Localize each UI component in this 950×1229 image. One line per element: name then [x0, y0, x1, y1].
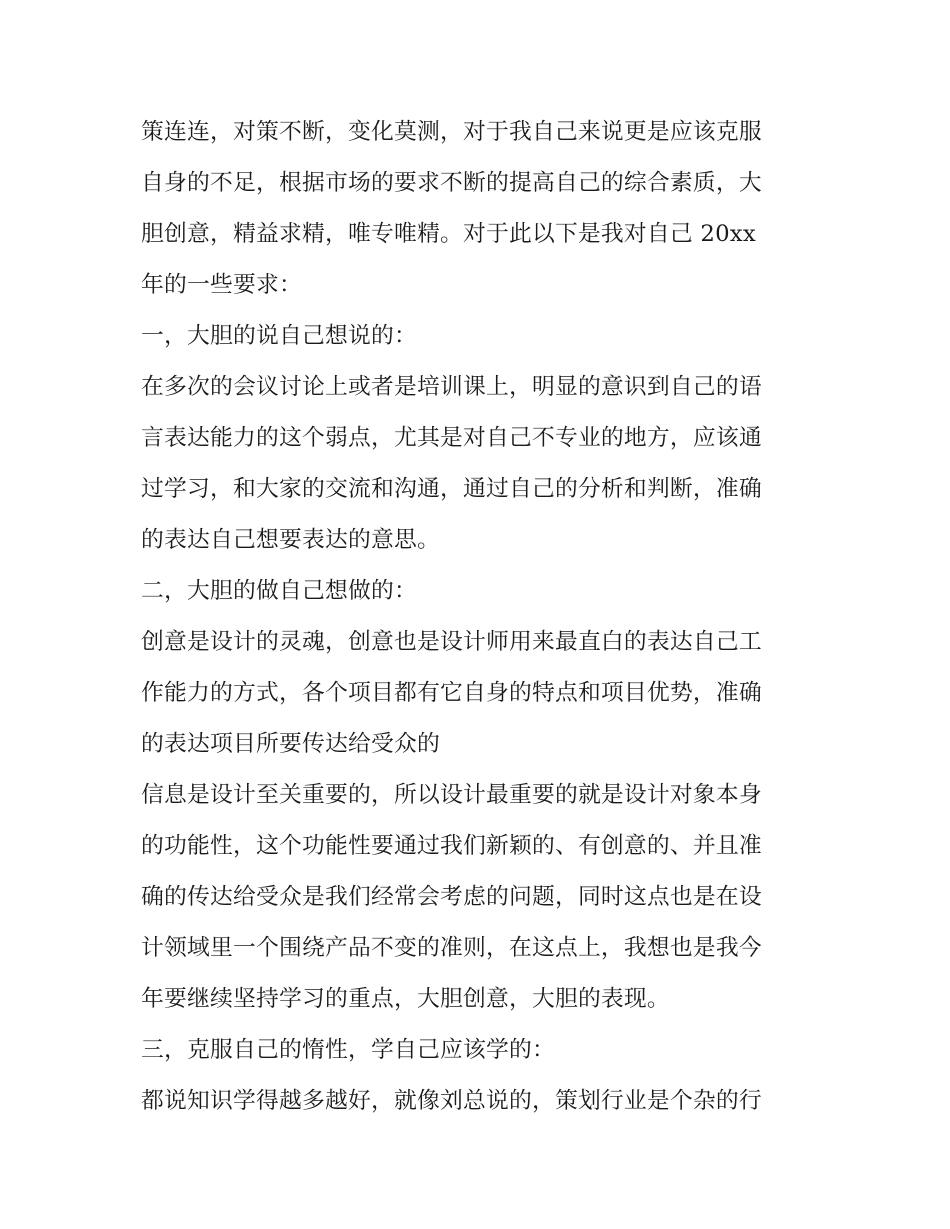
document-body: [141, 107, 821, 1127]
text-line: 信息是设计至关重要的，所以设计最重要的就是设计对象本身: [141, 782, 762, 808]
text-line: 过学习，和大家的交流和沟通，通过自己的分析和判断，准确: [141, 476, 762, 502]
text-line: 策连连，对策不断，变化莫测，对于我自己来说更是应该克服: [141, 119, 762, 145]
text-line: 创意是设计的灵魂，创意也是设计师用来最直白的表达自己工: [141, 629, 762, 655]
text-line: 胆创意，精益求精，唯专唯精。对于此以下是我对自己 20xx: [141, 221, 756, 247]
text-line: 的表达自己想要表达的意思。: [141, 527, 440, 553]
text-line: 年的一些要求：: [141, 272, 302, 298]
text-line: 自身的不足，根据市场的要求不断的提高自己的综合素质，大: [141, 170, 762, 196]
text-line: 在多次的会议讨论上或者是培训课上，明显的意识到自己的语: [141, 374, 762, 400]
text-line: 都说知识学得越多越好，就像刘总说的，策划行业是个杂的行: [141, 1088, 762, 1114]
text-line: 的功能性，这个功能性要通过我们新颖的、有创意的、并且准: [141, 833, 762, 859]
text-line: 确的传达给受众是我们经常会考虑的问题，同时这点也是在设: [141, 884, 762, 910]
text-line: 言表达能力的这个弱点，尤其是对自己不专业的地方，应该通: [141, 425, 762, 451]
text-line: 年要继续坚持学习的重点，大胆创意，大胆的表现。: [141, 986, 670, 1012]
text-line: 的表达项目所要传达给受众的: [141, 731, 440, 757]
text-line: 计领域里一个围绕产品不变的准则，在这点上，我想也是我今: [141, 935, 762, 961]
section-heading: 一，大胆的说自己想说的：: [141, 323, 417, 349]
section-heading: 三，克服自己的惰性，学自己应该学的：: [141, 1037, 555, 1063]
text-line: 作能力的方式，各个项目都有它自身的特点和项目优势，准确: [141, 680, 762, 706]
section-heading: 二，大胆的做自己想做的：: [141, 578, 417, 604]
